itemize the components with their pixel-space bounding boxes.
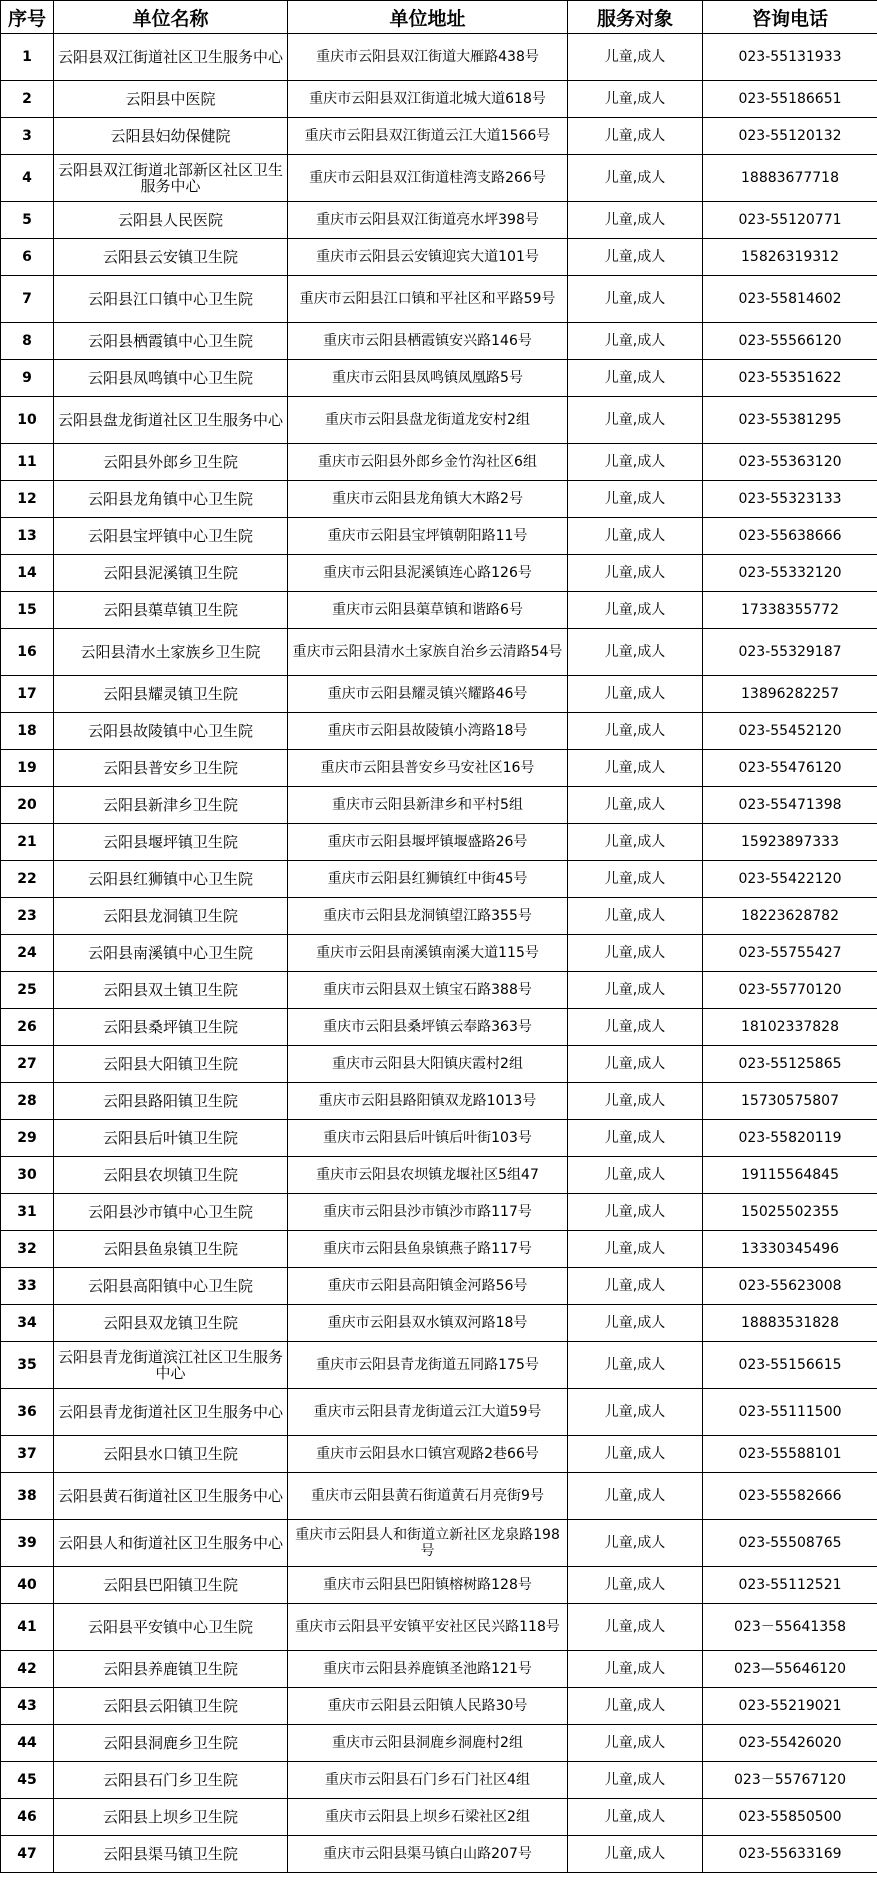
service-target: 儿童,成人 <box>568 276 703 323</box>
unit-address: 重庆市云阳县新津乡和平村5组 <box>288 787 568 824</box>
unit-address: 重庆市云阳县云阳镇人民路30号 <box>288 1688 568 1725</box>
service-target: 儿童,成人 <box>568 118 703 155</box>
unit-address: 重庆市云阳县双水镇双河路18号 <box>288 1305 568 1342</box>
table-row <box>1 935 877 972</box>
row-number: 17 <box>1 676 54 713</box>
service-target: 儿童,成人 <box>568 1120 703 1157</box>
table-row <box>1 34 877 81</box>
row-number: 27 <box>1 1046 54 1083</box>
row-number: 2 <box>1 81 54 118</box>
table-row <box>1 713 877 750</box>
service-target: 儿童,成人 <box>568 972 703 1009</box>
header-row <box>1 1 877 34</box>
unit-address: 重庆市云阳县青龙街道云江大道59号 <box>288 1389 568 1436</box>
table-row <box>1 118 877 155</box>
unit-name: 云阳县大阳镇卫生院 <box>54 1046 288 1083</box>
row-number: 25 <box>1 972 54 1009</box>
table-row <box>1 1389 877 1436</box>
unit-address: 重庆市云阳县泥溪镇连心路126号 <box>288 555 568 592</box>
table-row <box>1 1836 877 1873</box>
table-row <box>1 861 877 898</box>
table-row <box>1 155 877 202</box>
contact-phone: 023-55363120 <box>703 444 877 481</box>
unit-name: 云阳县堰坪镇卫生院 <box>54 824 288 861</box>
service-target: 儿童,成人 <box>568 824 703 861</box>
contact-phone: 023-55351622 <box>703 360 877 397</box>
row-number: 8 <box>1 323 54 360</box>
unit-address: 重庆市云阳县双江街道桂湾支路266号 <box>288 155 568 202</box>
unit-name: 云阳县双江街道北部新区社区卫生服务中心 <box>54 155 288 202</box>
unit-name: 云阳县耀灵镇卫生院 <box>54 676 288 713</box>
contact-phone: 17338355772 <box>703 592 877 629</box>
row-number: 24 <box>1 935 54 972</box>
table-row <box>1 1305 877 1342</box>
service-target: 儿童,成人 <box>568 1567 703 1604</box>
contact-phone: 023-55125865 <box>703 1046 877 1083</box>
unit-name: 云阳县双江街道社区卫生服务中心 <box>54 34 288 81</box>
contact-phone: 023-55476120 <box>703 750 877 787</box>
row-number: 30 <box>1 1157 54 1194</box>
unit-name: 云阳县平安镇中心卫生院 <box>54 1604 288 1651</box>
unit-address: 重庆市云阳县龙洞镇望江路355号 <box>288 898 568 935</box>
table-row <box>1 397 877 444</box>
contact-phone: 023-55112521 <box>703 1567 877 1604</box>
service-target: 儿童,成人 <box>568 1009 703 1046</box>
unit-name: 云阳县鱼泉镇卫生院 <box>54 1231 288 1268</box>
row-number: 36 <box>1 1389 54 1436</box>
unit-address: 重庆市云阳县南溪镇南溪大道115号 <box>288 935 568 972</box>
unit-name: 云阳县蕖草镇卫生院 <box>54 592 288 629</box>
contact-phone: 023-55120771 <box>703 202 877 239</box>
service-target: 儿童,成人 <box>568 713 703 750</box>
contact-phone: 023-55381295 <box>703 397 877 444</box>
row-number: 3 <box>1 118 54 155</box>
unit-address: 重庆市云阳县普安乡马安社区16号 <box>288 750 568 787</box>
unit-address: 重庆市云阳县双江街道亮水坪398号 <box>288 202 568 239</box>
unit-address: 重庆市云阳县宝坪镇朝阳路11号 <box>288 518 568 555</box>
contact-phone: 023-55422120 <box>703 861 877 898</box>
unit-name: 云阳县双土镇卫生院 <box>54 972 288 1009</box>
row-number: 47 <box>1 1836 54 1873</box>
unit-name: 云阳县凤鸣镇中心卫生院 <box>54 360 288 397</box>
table-row <box>1 81 877 118</box>
unit-address: 重庆市云阳县高阳镇金河路56号 <box>288 1268 568 1305</box>
table-row <box>1 1725 877 1762</box>
contact-phone: 023-55471398 <box>703 787 877 824</box>
table-row <box>1 276 877 323</box>
table-row <box>1 824 877 861</box>
contact-phone: 15730575807 <box>703 1083 877 1120</box>
header-target: 服务对象 <box>568 1 703 34</box>
unit-name: 云阳县洞鹿乡卫生院 <box>54 1725 288 1762</box>
unit-name: 云阳县高阳镇中心卫生院 <box>54 1268 288 1305</box>
contact-phone: 18223628782 <box>703 898 877 935</box>
table-row <box>1 1762 877 1799</box>
service-target: 儿童,成人 <box>568 592 703 629</box>
row-number: 14 <box>1 555 54 592</box>
unit-address: 重庆市云阳县蕖草镇和谐路6号 <box>288 592 568 629</box>
row-number: 44 <box>1 1725 54 1762</box>
row-number: 11 <box>1 444 54 481</box>
row-number: 13 <box>1 518 54 555</box>
row-number: 29 <box>1 1120 54 1157</box>
table-row <box>1 1436 877 1473</box>
service-target: 儿童,成人 <box>568 1688 703 1725</box>
unit-name: 云阳县云安镇卫生院 <box>54 239 288 276</box>
unit-name: 云阳县盘龙街道社区卫生服务中心 <box>54 397 288 444</box>
table-row <box>1 676 877 713</box>
table-row <box>1 360 877 397</box>
table-row <box>1 787 877 824</box>
unit-address: 重庆市云阳县清水土家族自治乡云清路54号 <box>288 629 568 676</box>
service-target: 儿童,成人 <box>568 518 703 555</box>
unit-name: 云阳县妇幼保健院 <box>54 118 288 155</box>
contact-phone: 023-55633169 <box>703 1836 877 1873</box>
table-row <box>1 1046 877 1083</box>
unit-name: 云阳县渠马镇卫生院 <box>54 1836 288 1873</box>
unit-address: 重庆市云阳县平安镇平安社区民兴路118号 <box>288 1604 568 1651</box>
row-number: 20 <box>1 787 54 824</box>
service-target: 儿童,成人 <box>568 1799 703 1836</box>
table-row <box>1 1688 877 1725</box>
table-row <box>1 481 877 518</box>
unit-name: 云阳县养鹿镇卫生院 <box>54 1651 288 1688</box>
contact-phone: 023－55767120 <box>703 1762 877 1799</box>
service-target: 儿童,成人 <box>568 1231 703 1268</box>
service-target: 儿童,成人 <box>568 1651 703 1688</box>
unit-name: 云阳县沙市镇中心卫生院 <box>54 1194 288 1231</box>
contact-phone: 023-55186651 <box>703 81 877 118</box>
table-row <box>1 1194 877 1231</box>
service-target: 儿童,成人 <box>568 629 703 676</box>
service-target: 儿童,成人 <box>568 1604 703 1651</box>
service-target: 儿童,成人 <box>568 1762 703 1799</box>
service-target: 儿童,成人 <box>568 202 703 239</box>
contact-phone: 023-55111500 <box>703 1389 877 1436</box>
service-target: 儿童,成人 <box>568 34 703 81</box>
service-target: 儿童,成人 <box>568 1389 703 1436</box>
unit-name: 云阳县青龙街道滨江社区卫生服务中心 <box>54 1342 288 1389</box>
service-target: 儿童,成人 <box>568 1473 703 1520</box>
unit-address: 重庆市云阳县堰坪镇堰盛路26号 <box>288 824 568 861</box>
service-target: 儿童,成人 <box>568 323 703 360</box>
row-number: 34 <box>1 1305 54 1342</box>
unit-address: 重庆市云阳县盘龙街道龙安村2组 <box>288 397 568 444</box>
unit-address: 重庆市云阳县双江街道云江大道1566号 <box>288 118 568 155</box>
unit-address: 重庆市云阳县养鹿镇圣池路121号 <box>288 1651 568 1688</box>
row-number: 9 <box>1 360 54 397</box>
table-row <box>1 1473 877 1520</box>
unit-name: 云阳县黄石街道社区卫生服务中心 <box>54 1473 288 1520</box>
service-target: 儿童,成人 <box>568 861 703 898</box>
table-row <box>1 1651 877 1688</box>
row-number: 23 <box>1 898 54 935</box>
row-number: 31 <box>1 1194 54 1231</box>
unit-address: 重庆市云阳县桑坪镇云奉路363号 <box>288 1009 568 1046</box>
row-number: 37 <box>1 1436 54 1473</box>
row-number: 28 <box>1 1083 54 1120</box>
service-target: 儿童,成人 <box>568 444 703 481</box>
unit-name: 云阳县清水土家族乡卫生院 <box>54 629 288 676</box>
row-number: 43 <box>1 1688 54 1725</box>
contact-phone: 18883677718 <box>703 155 877 202</box>
row-number: 41 <box>1 1604 54 1651</box>
unit-address: 重庆市云阳县云安镇迎宾大道101号 <box>288 239 568 276</box>
unit-address: 重庆市云阳县渠马镇白山路207号 <box>288 1836 568 1873</box>
table-row <box>1 1083 877 1120</box>
unit-address: 重庆市云阳县故陵镇小湾路18号 <box>288 713 568 750</box>
service-target: 儿童,成人 <box>568 1046 703 1083</box>
row-number: 40 <box>1 1567 54 1604</box>
contact-phone: 023-55850500 <box>703 1799 877 1836</box>
unit-name: 云阳县中医院 <box>54 81 288 118</box>
unit-name: 云阳县巴阳镇卫生院 <box>54 1567 288 1604</box>
contact-phone: 023—55646120 <box>703 1651 877 1688</box>
contact-phone: 023-55332120 <box>703 555 877 592</box>
unit-name: 云阳县红狮镇中心卫生院 <box>54 861 288 898</box>
header-phone: 咨询电话 <box>703 1 877 34</box>
unit-address: 重庆市云阳县双江街道大雁路438号 <box>288 34 568 81</box>
table-row <box>1 592 877 629</box>
contact-phone: 023-55770120 <box>703 972 877 1009</box>
table-row <box>1 202 877 239</box>
unit-address: 重庆市云阳县路阳镇双龙路1013号 <box>288 1083 568 1120</box>
row-number: 12 <box>1 481 54 518</box>
unit-name: 云阳县路阳镇卫生院 <box>54 1083 288 1120</box>
contact-phone: 15923897333 <box>703 824 877 861</box>
table-row <box>1 898 877 935</box>
unit-name: 云阳县水口镇卫生院 <box>54 1436 288 1473</box>
unit-name: 云阳县桑坪镇卫生院 <box>54 1009 288 1046</box>
unit-address: 重庆市云阳县水口镇宫观路2巷66号 <box>288 1436 568 1473</box>
unit-address: 重庆市云阳县黄石街道黄石月亮街9号 <box>288 1473 568 1520</box>
service-target: 儿童,成人 <box>568 1157 703 1194</box>
service-target: 儿童,成人 <box>568 1836 703 1873</box>
service-target: 儿童,成人 <box>568 481 703 518</box>
service-target: 儿童,成人 <box>568 81 703 118</box>
unit-name: 云阳县后叶镇卫生院 <box>54 1120 288 1157</box>
contact-phone: 023-55156615 <box>703 1342 877 1389</box>
table-row <box>1 1342 877 1389</box>
row-number: 46 <box>1 1799 54 1836</box>
row-number: 35 <box>1 1342 54 1389</box>
row-number: 5 <box>1 202 54 239</box>
unit-name: 云阳县外郎乡卫生院 <box>54 444 288 481</box>
unit-name: 云阳县新津乡卫生院 <box>54 787 288 824</box>
contact-phone: 023-55566120 <box>703 323 877 360</box>
service-target: 儿童,成人 <box>568 360 703 397</box>
service-target: 儿童,成人 <box>568 898 703 935</box>
contact-phone: 18102337828 <box>703 1009 877 1046</box>
table-row <box>1 750 877 787</box>
table-row <box>1 444 877 481</box>
unit-name: 云阳县普安乡卫生院 <box>54 750 288 787</box>
unit-address: 重庆市云阳县上坝乡石梁社区2组 <box>288 1799 568 1836</box>
row-number: 42 <box>1 1651 54 1688</box>
unit-address: 重庆市云阳县红狮镇红中街45号 <box>288 861 568 898</box>
row-number: 32 <box>1 1231 54 1268</box>
service-target: 儿童,成人 <box>568 1342 703 1389</box>
contact-phone: 023-55426020 <box>703 1725 877 1762</box>
unit-name: 云阳县双龙镇卫生院 <box>54 1305 288 1342</box>
table-row <box>1 1799 877 1836</box>
row-number: 7 <box>1 276 54 323</box>
row-number: 4 <box>1 155 54 202</box>
unit-address: 重庆市云阳县凤鸣镇凤凰路5号 <box>288 360 568 397</box>
table-row <box>1 1520 877 1567</box>
unit-name: 云阳县石门乡卫生院 <box>54 1762 288 1799</box>
table-row <box>1 1567 877 1604</box>
row-number: 22 <box>1 861 54 898</box>
row-number: 33 <box>1 1268 54 1305</box>
service-target: 儿童,成人 <box>568 1083 703 1120</box>
service-target: 儿童,成人 <box>568 676 703 713</box>
row-number: 45 <box>1 1762 54 1799</box>
contact-phone: 13330345496 <box>703 1231 877 1268</box>
contact-phone: 15025502355 <box>703 1194 877 1231</box>
unit-name: 云阳县南溪镇中心卫生院 <box>54 935 288 972</box>
row-number: 15 <box>1 592 54 629</box>
contact-phone: 023-55755427 <box>703 935 877 972</box>
service-target: 儿童,成人 <box>568 1268 703 1305</box>
contact-phone: 023-55820119 <box>703 1120 877 1157</box>
unit-address: 重庆市云阳县鱼泉镇燕子路117号 <box>288 1231 568 1268</box>
unit-address: 重庆市云阳县沙市镇沙市路117号 <box>288 1194 568 1231</box>
unit-address: 重庆市云阳县洞鹿乡洞鹿村2组 <box>288 1725 568 1762</box>
contact-phone: 023-55323133 <box>703 481 877 518</box>
unit-address: 重庆市云阳县青龙街道五同路175号 <box>288 1342 568 1389</box>
contact-phone: 023-55219021 <box>703 1688 877 1725</box>
row-number: 10 <box>1 397 54 444</box>
service-target: 儿童,成人 <box>568 1305 703 1342</box>
service-target: 儿童,成人 <box>568 935 703 972</box>
service-target: 儿童,成人 <box>568 155 703 202</box>
unit-address: 重庆市云阳县耀灵镇兴耀路46号 <box>288 676 568 713</box>
service-target: 儿童,成人 <box>568 1436 703 1473</box>
contact-phone: 023-55588101 <box>703 1436 877 1473</box>
row-number: 18 <box>1 713 54 750</box>
unit-name: 云阳县宝坪镇中心卫生院 <box>54 518 288 555</box>
unit-name: 云阳县青龙街道社区卫生服务中心 <box>54 1389 288 1436</box>
table-row <box>1 1120 877 1157</box>
row-number: 16 <box>1 629 54 676</box>
contact-phone: 19115564845 <box>703 1157 877 1194</box>
unit-name: 云阳县人和街道社区卫生服务中心 <box>54 1520 288 1567</box>
unit-address: 重庆市云阳县农坝镇龙堰社区5组47 <box>288 1157 568 1194</box>
service-target: 儿童,成人 <box>568 555 703 592</box>
table-row <box>1 1009 877 1046</box>
unit-name: 云阳县江口镇中心卫生院 <box>54 276 288 323</box>
table-row <box>1 555 877 592</box>
unit-address: 重庆市云阳县外郎乡金竹沟社区6组 <box>288 444 568 481</box>
table-row <box>1 629 877 676</box>
unit-address: 重庆市云阳县大阳镇庆霞村2组 <box>288 1046 568 1083</box>
service-target: 儿童,成人 <box>568 787 703 824</box>
unit-name: 云阳县龙洞镇卫生院 <box>54 898 288 935</box>
unit-address: 重庆市云阳县江口镇和平社区和平路59号 <box>288 276 568 323</box>
contact-phone: 023-55120132 <box>703 118 877 155</box>
row-number: 6 <box>1 239 54 276</box>
contact-phone: 023-55582666 <box>703 1473 877 1520</box>
unit-name: 云阳县人民医院 <box>54 202 288 239</box>
unit-name: 云阳县故陵镇中心卫生院 <box>54 713 288 750</box>
table-row <box>1 1604 877 1651</box>
unit-name: 云阳县上坝乡卫生院 <box>54 1799 288 1836</box>
row-number: 19 <box>1 750 54 787</box>
unit-name: 云阳县云阳镇卫生院 <box>54 1688 288 1725</box>
table-row <box>1 972 877 1009</box>
service-target: 儿童,成人 <box>568 397 703 444</box>
table-row <box>1 1268 877 1305</box>
contact-phone: 023-55508765 <box>703 1520 877 1567</box>
unit-address: 重庆市云阳县巴阳镇榕树路128号 <box>288 1567 568 1604</box>
header-address: 单位地址 <box>288 1 568 34</box>
unit-address: 重庆市云阳县双江街道北城大道618号 <box>288 81 568 118</box>
unit-address: 重庆市云阳县龙角镇大木路2号 <box>288 481 568 518</box>
unit-name: 云阳县农坝镇卫生院 <box>54 1157 288 1194</box>
table-row <box>1 239 877 276</box>
contact-phone: 023-55814602 <box>703 276 877 323</box>
header-no: 序号 <box>1 1 54 34</box>
contact-phone: 13896282257 <box>703 676 877 713</box>
contact-phone: 023-55452120 <box>703 713 877 750</box>
unit-name: 云阳县栖霞镇中心卫生院 <box>54 323 288 360</box>
row-number: 1 <box>1 34 54 81</box>
service-target: 儿童,成人 <box>568 1725 703 1762</box>
header-name: 单位名称 <box>54 1 288 34</box>
service-target: 儿童,成人 <box>568 1520 703 1567</box>
unit-address: 重庆市云阳县双土镇宝石路388号 <box>288 972 568 1009</box>
table-row <box>1 1231 877 1268</box>
contact-phone: 18883531828 <box>703 1305 877 1342</box>
service-target: 儿童,成人 <box>568 750 703 787</box>
service-target: 儿童,成人 <box>568 239 703 276</box>
table-row <box>1 323 877 360</box>
contact-phone: 023-55329187 <box>703 629 877 676</box>
unit-address: 重庆市云阳县人和街道立新社区龙泉路198号 <box>288 1520 568 1567</box>
service-target: 儿童,成人 <box>568 1194 703 1231</box>
contact-phone: 023-55638666 <box>703 518 877 555</box>
contact-phone: 023-55623008 <box>703 1268 877 1305</box>
row-number: 26 <box>1 1009 54 1046</box>
unit-address: 重庆市云阳县后叶镇后叶街103号 <box>288 1120 568 1157</box>
unit-name: 云阳县泥溪镇卫生院 <box>54 555 288 592</box>
row-number: 38 <box>1 1473 54 1520</box>
unit-address: 重庆市云阳县石门乡石门社区4组 <box>288 1762 568 1799</box>
table-row <box>1 1157 877 1194</box>
table-row <box>1 518 877 555</box>
contact-phone: 023-55131933 <box>703 34 877 81</box>
contact-phone: 023－55641358 <box>703 1604 877 1651</box>
unit-name: 云阳县龙角镇中心卫生院 <box>54 481 288 518</box>
unit-address: 重庆市云阳县栖霞镇安兴路146号 <box>288 323 568 360</box>
row-number: 39 <box>1 1520 54 1567</box>
row-number: 21 <box>1 824 54 861</box>
contact-phone: 15826319312 <box>703 239 877 276</box>
